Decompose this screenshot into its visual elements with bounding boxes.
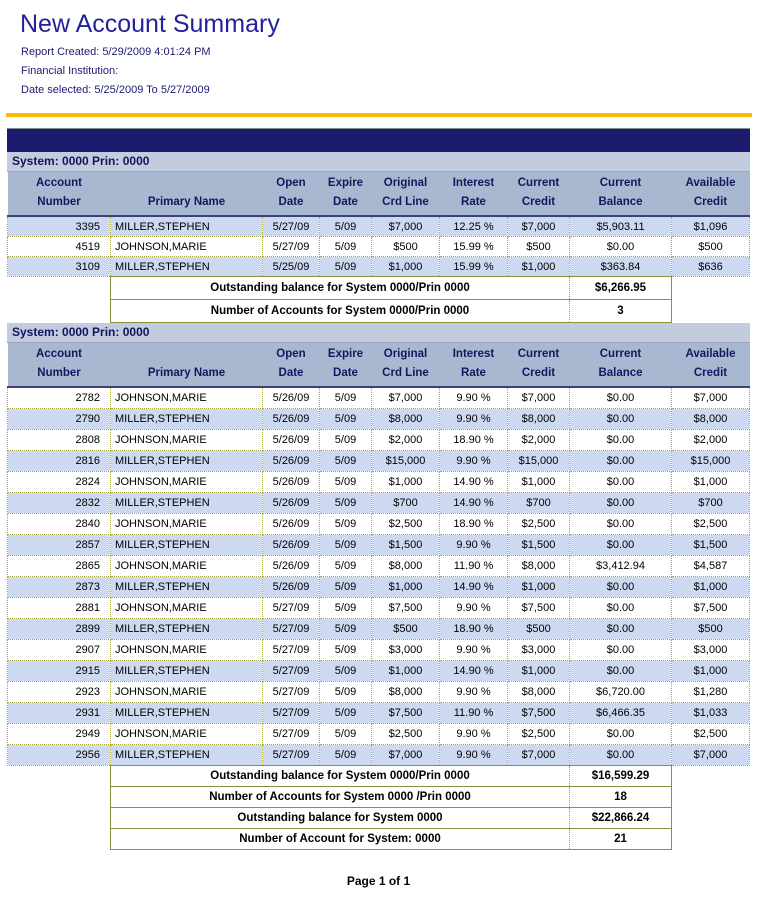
cell-original-crd-line: $7,000	[372, 387, 440, 409]
table-row	[8, 430, 750, 451]
cell-account-number: 4519	[8, 237, 111, 257]
cell-open-date: 5/27/09	[263, 640, 320, 661]
cell-interest-rate: 15.99 %	[440, 237, 508, 257]
cell-expire-date: 5/09	[320, 409, 372, 430]
cell-open-date: 5/27/09	[263, 745, 320, 766]
cell-original-crd-line: $8,000	[372, 682, 440, 703]
cell-available-credit: $500	[672, 619, 750, 640]
cell-original-crd-line: $1,000	[372, 257, 440, 277]
cell-account-number: 2899	[8, 619, 111, 640]
gold-divider	[6, 113, 752, 117]
cell-account-number: 2790	[8, 409, 111, 430]
column-header-row	[8, 343, 750, 387]
cell-primary-name: JOHNSON,MARIE	[111, 556, 263, 577]
cell-open-date: 5/27/09	[263, 216, 320, 237]
cell-interest-rate: 9.90 %	[440, 640, 508, 661]
cell-current-balance: $0.00	[570, 514, 672, 535]
table-row	[8, 451, 750, 472]
table-row	[8, 257, 750, 277]
cell-available-credit: $7,500	[672, 598, 750, 619]
cell-account-number: 2865	[8, 556, 111, 577]
column-header-available-credit: Available Credit	[672, 343, 750, 387]
table-row	[8, 409, 750, 430]
cell-original-crd-line: $500	[372, 237, 440, 257]
table-row	[8, 745, 750, 766]
column-header-interest-rate: Interest Rate	[440, 172, 508, 216]
cell-account-number: 2956	[8, 745, 111, 766]
cell-original-crd-line: $1,000	[372, 472, 440, 493]
cell-expire-date: 5/09	[320, 703, 372, 724]
account-section	[7, 323, 750, 850]
cell-primary-name: JOHNSON,MARIE	[111, 514, 263, 535]
sections	[7, 152, 750, 850]
cell-expire-date: 5/09	[320, 577, 372, 598]
cell-interest-rate: 18.90 %	[440, 514, 508, 535]
cell-original-crd-line: $700	[372, 493, 440, 514]
cell-available-credit: $1,500	[672, 535, 750, 556]
cell-available-credit: $7,000	[672, 745, 750, 766]
cell-primary-name: MILLER,STEPHEN	[111, 745, 263, 766]
cell-primary-name: MILLER,STEPHEN	[111, 451, 263, 472]
summary-spacer	[8, 829, 111, 850]
cell-available-credit: $4,587	[672, 556, 750, 577]
cell-open-date: 5/26/09	[263, 472, 320, 493]
cell-original-crd-line: $8,000	[372, 409, 440, 430]
table-row	[8, 535, 750, 556]
cell-current-balance: $0.00	[570, 430, 672, 451]
cell-available-credit: $2,000	[672, 430, 750, 451]
cell-expire-date: 5/09	[320, 216, 372, 237]
summary-row	[8, 787, 750, 808]
cell-available-credit: $1,280	[672, 682, 750, 703]
cell-primary-name: MILLER,STEPHEN	[111, 661, 263, 682]
summary-label: Number of Account for System: 0000	[111, 829, 570, 850]
cell-current-credit: $7,000	[508, 216, 570, 237]
cell-original-crd-line: $7,500	[372, 598, 440, 619]
summary-value: $6,266.95	[570, 277, 672, 300]
cell-primary-name: MILLER,STEPHEN	[111, 409, 263, 430]
cell-current-balance: $0.00	[570, 493, 672, 514]
cell-primary-name: MILLER,STEPHEN	[111, 257, 263, 277]
cell-original-crd-line: $2,500	[372, 514, 440, 535]
cell-original-crd-line: $7,000	[372, 745, 440, 766]
cell-expire-date: 5/09	[320, 430, 372, 451]
table-row	[8, 619, 750, 640]
cell-available-credit: $7,000	[672, 387, 750, 409]
summary-row	[8, 766, 750, 787]
cell-available-credit: $1,000	[672, 472, 750, 493]
cell-current-credit: $500	[508, 237, 570, 257]
report-content	[7, 128, 750, 888]
cell-open-date: 5/26/09	[263, 535, 320, 556]
cell-expire-date: 5/09	[320, 598, 372, 619]
table-row	[8, 577, 750, 598]
cell-expire-date: 5/09	[320, 535, 372, 556]
column-header-open-date: Open Date	[263, 343, 320, 387]
cell-primary-name: JOHNSON,MARIE	[111, 237, 263, 257]
accounts-table	[7, 343, 750, 850]
cell-open-date: 5/27/09	[263, 682, 320, 703]
cell-original-crd-line: $1,000	[372, 661, 440, 682]
cell-current-credit: $7,500	[508, 703, 570, 724]
cell-current-balance: $0.00	[570, 387, 672, 409]
table-row	[8, 493, 750, 514]
summary-spacer	[672, 277, 750, 300]
cell-open-date: 5/27/09	[263, 237, 320, 257]
cell-primary-name: JOHNSON,MARIE	[111, 387, 263, 409]
cell-account-number: 3109	[8, 257, 111, 277]
table-row	[8, 237, 750, 257]
cell-original-crd-line: $15,000	[372, 451, 440, 472]
cell-interest-rate: 14.90 %	[440, 472, 508, 493]
column-header-available-credit: Available Credit	[672, 172, 750, 216]
cell-interest-rate: 11.90 %	[440, 703, 508, 724]
cell-available-credit: $1,096	[672, 216, 750, 237]
summary-label: Outstanding balance for System 0000	[111, 808, 570, 829]
accounts-table	[7, 172, 750, 323]
cell-current-credit: $3,000	[508, 640, 570, 661]
cell-current-balance: $0.00	[570, 598, 672, 619]
cell-current-balance: $6,720.00	[570, 682, 672, 703]
summary-row	[8, 808, 750, 829]
cell-open-date: 5/26/09	[263, 514, 320, 535]
column-header-original-crd-line: Original Crd Line	[372, 172, 440, 216]
summary-row	[8, 829, 750, 850]
cell-interest-rate: 14.90 %	[440, 661, 508, 682]
cell-current-balance: $0.00	[570, 577, 672, 598]
cell-primary-name: JOHNSON,MARIE	[111, 724, 263, 745]
column-header-primary-name: Primary Name	[111, 172, 263, 216]
cell-current-credit: $1,500	[508, 535, 570, 556]
cell-primary-name: MILLER,STEPHEN	[111, 577, 263, 598]
cell-current-balance: $0.00	[570, 472, 672, 493]
cell-interest-rate: 15.99 %	[440, 257, 508, 277]
cell-current-credit: $2,500	[508, 514, 570, 535]
summary-row	[8, 300, 750, 323]
cell-original-crd-line: $8,000	[372, 556, 440, 577]
table-row	[8, 640, 750, 661]
cell-original-crd-line: $7,500	[372, 703, 440, 724]
summary-value: 3	[570, 300, 672, 323]
section-header: System: 0000 Prin: 0000	[7, 152, 750, 172]
cell-original-crd-line: $7,000	[372, 216, 440, 237]
cell-original-crd-line: $500	[372, 619, 440, 640]
cell-expire-date: 5/09	[320, 682, 372, 703]
cell-expire-date: 5/09	[320, 556, 372, 577]
cell-original-crd-line: $3,000	[372, 640, 440, 661]
cell-interest-rate: 14.90 %	[440, 577, 508, 598]
table-row	[8, 703, 750, 724]
cell-primary-name: JOHNSON,MARIE	[111, 472, 263, 493]
cell-primary-name: JOHNSON,MARIE	[111, 640, 263, 661]
table-row	[8, 514, 750, 535]
date-selected-line: Date selected: 5/25/2009 To 5/27/2009	[21, 84, 210, 96]
cell-account-number: 2923	[8, 682, 111, 703]
cell-expire-date: 5/09	[320, 257, 372, 277]
table-row	[8, 387, 750, 409]
page-number: Page 1 of 1	[346, 874, 411, 888]
cell-current-credit: $500	[508, 619, 570, 640]
table-row	[8, 216, 750, 237]
report-created-line: Report Created: 5/29/2009 4:01:24 PM	[21, 46, 211, 58]
cell-original-crd-line: $2,500	[372, 724, 440, 745]
table-row	[8, 724, 750, 745]
cell-account-number: 2816	[8, 451, 111, 472]
cell-available-credit: $15,000	[672, 451, 750, 472]
cell-available-credit: $1,000	[672, 661, 750, 682]
cell-current-credit: $7,500	[508, 598, 570, 619]
column-header-open-date: Open Date	[263, 172, 320, 216]
summary-spacer	[672, 300, 750, 323]
cell-available-credit: $500	[672, 237, 750, 257]
column-header-expire-date: Expire Date	[320, 343, 372, 387]
cell-interest-rate: 9.90 %	[440, 682, 508, 703]
cell-account-number: 2931	[8, 703, 111, 724]
cell-available-credit: $1,000	[672, 577, 750, 598]
cell-interest-rate: 14.90 %	[440, 493, 508, 514]
cell-open-date: 5/25/09	[263, 257, 320, 277]
report-page	[0, 10, 758, 888]
summary-label: Number of Accounts for System 0000 /Prin 0000	[111, 787, 570, 808]
summary-spacer	[672, 766, 750, 787]
cell-account-number: 2808	[8, 430, 111, 451]
cell-account-number: 3395	[8, 216, 111, 237]
column-header-interest-rate: Interest Rate	[440, 343, 508, 387]
cell-current-credit: $15,000	[508, 451, 570, 472]
summary-label: Outstanding balance for System 0000/Prin 0000	[111, 766, 570, 787]
cell-interest-rate: 9.90 %	[440, 598, 508, 619]
cell-interest-rate: 12.25 %	[440, 216, 508, 237]
cell-expire-date: 5/09	[320, 514, 372, 535]
summary-row	[8, 277, 750, 300]
cell-account-number: 2840	[8, 514, 111, 535]
summary-value: 18	[570, 787, 672, 808]
summary-label: Number of Accounts for System 0000/Prin 0000	[111, 300, 570, 323]
column-header-current-balance: Current Balance	[570, 172, 672, 216]
cell-open-date: 5/27/09	[263, 619, 320, 640]
table-row	[8, 682, 750, 703]
summary-value: 21	[570, 829, 672, 850]
cell-expire-date: 5/09	[320, 640, 372, 661]
cell-current-credit: $1,000	[508, 661, 570, 682]
cell-open-date: 5/27/09	[263, 598, 320, 619]
cell-current-balance: $0.00	[570, 724, 672, 745]
cell-current-balance: $0.00	[570, 661, 672, 682]
cell-available-credit: $2,500	[672, 724, 750, 745]
cell-expire-date: 5/09	[320, 745, 372, 766]
column-header-account-number: Account Number	[8, 172, 111, 216]
cell-current-credit: $8,000	[508, 409, 570, 430]
cell-current-credit: $1,000	[508, 472, 570, 493]
cell-account-number: 2857	[8, 535, 111, 556]
cell-current-credit: $7,000	[508, 387, 570, 409]
cell-current-credit: $2,500	[508, 724, 570, 745]
cell-account-number: 2915	[8, 661, 111, 682]
cell-interest-rate: 9.90 %	[440, 451, 508, 472]
cell-expire-date: 5/09	[320, 237, 372, 257]
cell-interest-rate: 9.90 %	[440, 409, 508, 430]
cell-interest-rate: 11.90 %	[440, 556, 508, 577]
column-header-expire-date: Expire Date	[320, 172, 372, 216]
cell-current-balance: $363.84	[570, 257, 672, 277]
summary-spacer	[8, 766, 111, 787]
column-header-current-credit: Current Credit	[508, 172, 570, 216]
cell-current-credit: $1,000	[508, 257, 570, 277]
cell-current-balance: $0.00	[570, 535, 672, 556]
cell-available-credit: $2,500	[672, 514, 750, 535]
column-header-row	[8, 172, 750, 216]
report-title: New Account Summary	[20, 10, 280, 38]
cell-current-balance: $0.00	[570, 409, 672, 430]
cell-open-date: 5/26/09	[263, 577, 320, 598]
cell-open-date: 5/27/09	[263, 724, 320, 745]
cell-open-date: 5/26/09	[263, 493, 320, 514]
cell-account-number: 2949	[8, 724, 111, 745]
cell-current-credit: $1,000	[508, 577, 570, 598]
cell-available-credit: $1,033	[672, 703, 750, 724]
cell-original-crd-line: $1,500	[372, 535, 440, 556]
table-row	[8, 556, 750, 577]
cell-interest-rate: 18.90 %	[440, 430, 508, 451]
cell-current-balance: $0.00	[570, 237, 672, 257]
cell-expire-date: 5/09	[320, 387, 372, 409]
cell-current-credit: $8,000	[508, 682, 570, 703]
cell-available-credit: $8,000	[672, 409, 750, 430]
cell-account-number: 2873	[8, 577, 111, 598]
cell-current-credit: $2,000	[508, 430, 570, 451]
cell-open-date: 5/26/09	[263, 387, 320, 409]
section-header: System: 0000 Prin: 0000	[7, 323, 750, 343]
table-row	[8, 598, 750, 619]
cell-primary-name: JOHNSON,MARIE	[111, 682, 263, 703]
cell-primary-name: JOHNSON,MARIE	[111, 430, 263, 451]
cell-current-balance: $0.00	[570, 745, 672, 766]
table-row	[8, 472, 750, 493]
cell-account-number: 2881	[8, 598, 111, 619]
cell-primary-name: MILLER,STEPHEN	[111, 703, 263, 724]
cell-open-date: 5/27/09	[263, 703, 320, 724]
cell-primary-name: MILLER,STEPHEN	[111, 216, 263, 237]
cell-available-credit: $636	[672, 257, 750, 277]
cell-current-balance: $0.00	[570, 619, 672, 640]
cell-open-date: 5/26/09	[263, 409, 320, 430]
summary-spacer	[672, 787, 750, 808]
account-section	[7, 152, 750, 323]
cell-open-date: 5/27/09	[263, 661, 320, 682]
navy-header-bar	[7, 128, 750, 152]
cell-current-balance: $0.00	[570, 640, 672, 661]
cell-original-crd-line: $1,000	[372, 577, 440, 598]
financial-institution-line: Financial Institution:	[21, 65, 119, 77]
cell-account-number: 2907	[8, 640, 111, 661]
summary-spacer	[672, 829, 750, 850]
cell-expire-date: 5/09	[320, 619, 372, 640]
cell-expire-date: 5/09	[320, 451, 372, 472]
column-header-current-balance: Current Balance	[570, 343, 672, 387]
cell-interest-rate: 9.90 %	[440, 387, 508, 409]
summary-spacer	[8, 300, 111, 323]
cell-current-credit: $7,000	[508, 745, 570, 766]
cell-expire-date: 5/09	[320, 661, 372, 682]
cell-available-credit: $700	[672, 493, 750, 514]
column-header-original-crd-line: Original Crd Line	[372, 343, 440, 387]
cell-primary-name: JOHNSON,MARIE	[111, 598, 263, 619]
cell-primary-name: MILLER,STEPHEN	[111, 493, 263, 514]
summary-value: $16,599.29	[570, 766, 672, 787]
summary-spacer	[8, 277, 111, 300]
summary-label: Outstanding balance for System 0000/Prin 0000	[111, 277, 570, 300]
cell-interest-rate: 9.90 %	[440, 535, 508, 556]
summary-value: $22,866.24	[570, 808, 672, 829]
cell-open-date: 5/26/09	[263, 556, 320, 577]
column-header-current-credit: Current Credit	[508, 343, 570, 387]
cell-expire-date: 5/09	[320, 724, 372, 745]
cell-account-number: 2824	[8, 472, 111, 493]
cell-original-crd-line: $2,000	[372, 430, 440, 451]
summary-spacer	[8, 808, 111, 829]
cell-current-credit: $700	[508, 493, 570, 514]
summary-spacer	[8, 787, 111, 808]
cell-current-balance: $0.00	[570, 451, 672, 472]
cell-open-date: 5/26/09	[263, 430, 320, 451]
summary-spacer	[672, 808, 750, 829]
cell-open-date: 5/26/09	[263, 451, 320, 472]
cell-current-balance: $6,466.35	[570, 703, 672, 724]
cell-current-credit: $8,000	[508, 556, 570, 577]
cell-account-number: 2832	[8, 493, 111, 514]
cell-account-number: 2782	[8, 387, 111, 409]
column-header-primary-name: Primary Name	[111, 343, 263, 387]
cell-current-balance: $3,412.94	[570, 556, 672, 577]
cell-primary-name: MILLER,STEPHEN	[111, 535, 263, 556]
cell-available-credit: $3,000	[672, 640, 750, 661]
cell-expire-date: 5/09	[320, 472, 372, 493]
column-header-account-number: Account Number	[8, 343, 111, 387]
cell-interest-rate: 18.90 %	[440, 619, 508, 640]
cell-current-balance: $5,903.11	[570, 216, 672, 237]
cell-interest-rate: 9.90 %	[440, 724, 508, 745]
cell-expire-date: 5/09	[320, 493, 372, 514]
cell-interest-rate: 9.90 %	[440, 745, 508, 766]
cell-primary-name: MILLER,STEPHEN	[111, 619, 263, 640]
table-row	[8, 661, 750, 682]
